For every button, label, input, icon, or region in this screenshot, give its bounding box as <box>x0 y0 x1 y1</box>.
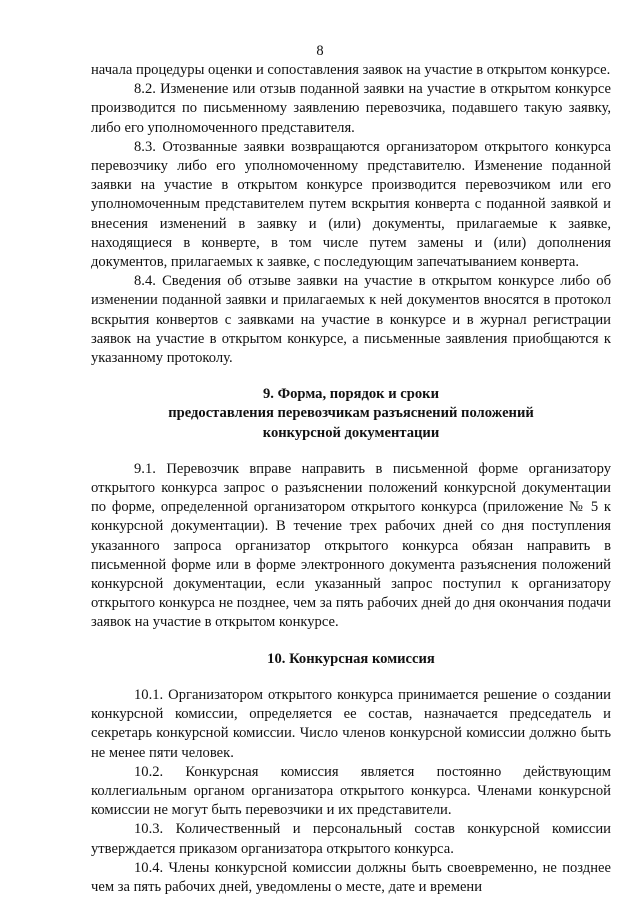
section-9-heading-line-1: 9. Форма, порядок и сроки <box>263 386 439 403</box>
paragraph-10-3: 10.3. Количественный и персональный состав конкурсной комиссии утверждается приказом организатора открытого конкурса. <box>91 821 611 857</box>
paragraph-8-4: 8.4. Сведения об отзыве заявки на участие в открытом конкурсе либо об изменении поданной заявки и прилагаемых к ней документов вносятся в протокол вскрытия конвертов с заявками на участие в конкурсе и в журнал регистрации заявок на участие в открытом конкурсе, а письменные заявления приобщаются к указанному протоколу. <box>91 273 611 367</box>
paragraph-9-1: 9.1. Перевозчик вправе направить в письменной форме организатору открытого конкурса запрос о разъяснении положений конкурсной документации по форме, определенной организатором открытого конкурса (приложение № 5 к конкурсной документации). В течение трех рабочих дней со дня поступления указанного запроса организатор открытого конкурса обязан направить в письменной форме или в форме электронного документа разъяснения положений конкурсной документации, если указанный запрос поступил к организатору открытого конкурса не позднее, чем за пять рабочих дней до дня окончания подачи заявок на участие в открытом конкурсе. <box>91 460 611 631</box>
page-number: 8 <box>316 43 324 59</box>
paragraph-8-1-continuation: начала процедуры оценки и сопоставления заявок на участие в открытом конкурсе. <box>91 62 611 78</box>
paragraph-10-2: 10.2. Конкурсная комиссия является постоянно действующим коллегиальным органом организатора открытого конкурса. Членами конкурсной комиссии не могут быть перевозчики и их представители. <box>91 763 611 819</box>
paragraph-8-2: 8.2. Изменение или отзыв поданной заявки на участие в открытом конкурсе производится по письменному заявлению перевозчика, подавшего такую заявку, либо его уполномоченного представителя. <box>91 81 611 136</box>
section-10-heading-line-1: 10. Конкурсная комиссия <box>267 650 435 667</box>
section-10-heading <box>91 650 611 669</box>
paragraph-8-3: 8.3. Отозванные заявки возвращаются организатором открытого конкурса перевозчику либо его уполномоченному представителю. Изменение поданной заявки на участие в открытом конкурсе производится перевозчиком или его уполномоченным представителем путем вскрытия конверта с поданной заявкой и внесения изменений в заявку и (или) документы, прилагаемые к заявке, находящиеся в конверте, в том числе путем замены и (или) дополнения документов, прилагаемых к заявке, с последующим запечатыванием конверта. <box>91 138 611 271</box>
section-9-heading-line-2: предоставления перевозчикам разъяснений положений <box>168 405 534 422</box>
document-body <box>91 61 611 897</box>
section-9-heading-line-3: конкурсной документации <box>262 424 440 441</box>
paragraph-10-1: 10.1. Организатором открытого конкурса принимается решение о создании конкурсной комиссии, определяется ее состав, назначается председатель и секретарь конкурсной комиссии. Число членов конкурсной комиссии должно быть не менее пяти человек. <box>91 686 611 761</box>
paragraph-10-4: 10.4. Члены конкурсной комиссии должны быть своевременно, не позднее чем за пять рабочих дней, уведомлены о месте, дате и времени <box>91 859 611 895</box>
section-9-heading <box>91 385 611 443</box>
